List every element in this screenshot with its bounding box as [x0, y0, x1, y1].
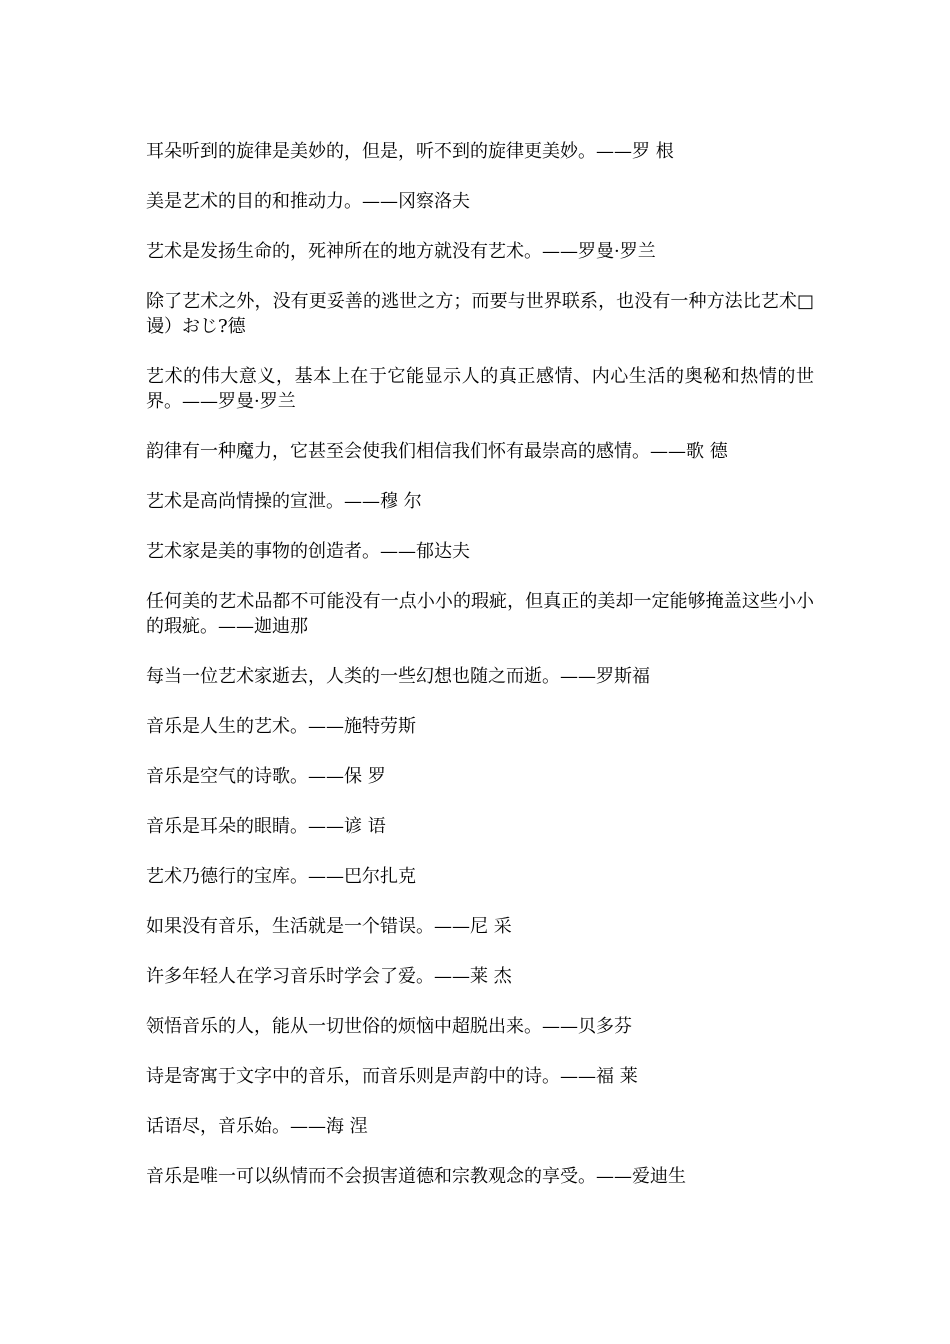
quote-item: 耳朵听到的旋律是美妙的，但是，听不到的旋律更美妙。——罗 根	[146, 141, 674, 162]
quote-item: 领悟音乐的人，能从一切世俗的烦恼中超脱出来。——贝多芬	[146, 1016, 632, 1037]
quote-item: 艺术的伟大意义，基本上在于它能显示人的真正感情、内心生活的奥秘和热情的世界。——罗曼·罗兰	[146, 366, 814, 412]
quote-item: 美是艺术的目的和推动力。——冈察洛夫	[146, 191, 470, 212]
quote-item: 艺术是发扬生命的，死神所在的地方就没有艺术。——罗曼·罗兰	[146, 241, 656, 262]
quote-item: 艺术乃德行的宝库。——巴尔扎克	[146, 866, 416, 887]
quote-list	[146, 139, 814, 1214]
quote-item: 艺术是高尚情操的宣泄。——穆 尔	[146, 491, 422, 512]
quote-item: 音乐是耳朵的眼睛。——谚 语	[146, 816, 386, 837]
quote-item: 除了艺术之外，没有更妥善的逃世之方；而要与世界联系，也没有一种方法比艺术□谩）おじ?德	[146, 291, 814, 337]
quote-item: 任何美的艺术品都不可能没有一点小小的瑕疵，但真正的美却一定能够掩盖这些小小的瑕疵。——迦迪那	[146, 591, 814, 637]
quote-item: 话语尽，音乐始。——海 涅	[146, 1116, 368, 1137]
quote-item: 如果没有音乐，生活就是一个错误。——尼 采	[146, 916, 512, 937]
quote-item: 音乐是人生的艺术。——施特劳斯	[146, 716, 416, 737]
quote-item: 许多年轻人在学习音乐时学会了爱。——莱 杰	[146, 966, 512, 987]
quote-item: 每当一位艺术家逝去，人类的一些幻想也随之而逝。——罗斯福	[146, 666, 650, 687]
quote-item: 韵律有一种魔力，它甚至会使我们相信我们怀有最崇高的感情。——歌 德	[146, 441, 728, 462]
quote-item: 音乐是唯一可以纵情而不会损害道德和宗教观念的享受。——爱迪生	[146, 1166, 686, 1187]
quote-item: 诗是寄寓于文字中的音乐，而音乐则是声韵中的诗。——福 莱	[146, 1066, 638, 1087]
quote-item: 艺术家是美的事物的创造者。——郁达夫	[146, 541, 470, 562]
quote-item: 音乐是空气的诗歌。——保 罗	[146, 766, 386, 787]
